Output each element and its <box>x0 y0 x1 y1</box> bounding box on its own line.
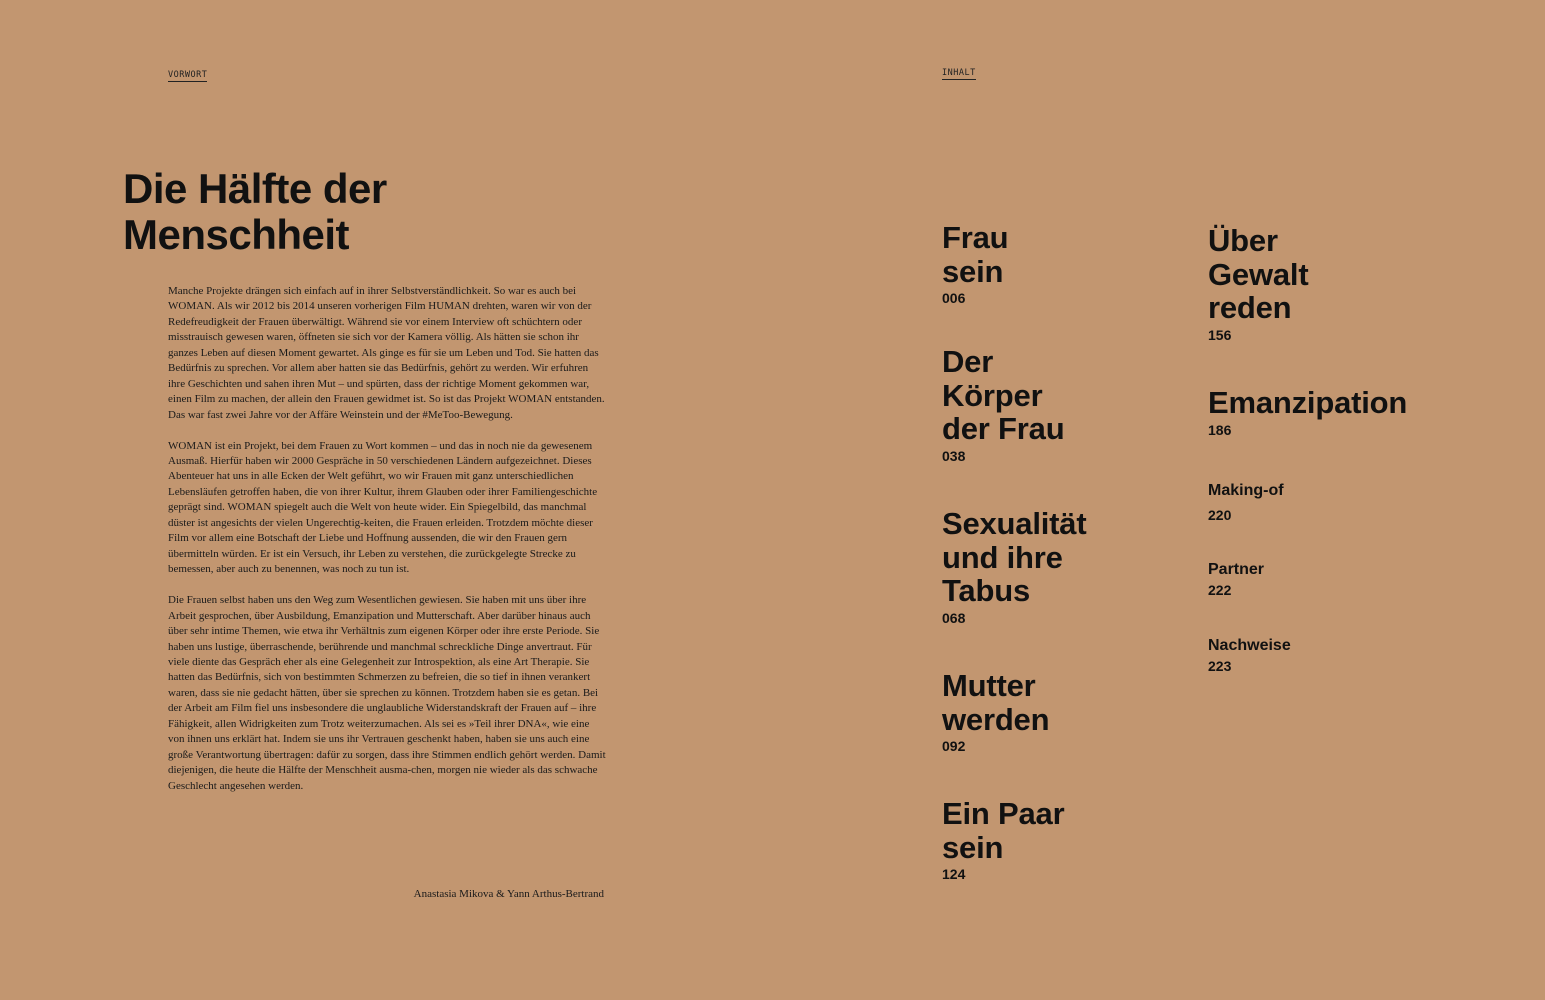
toc-entry-title: Sexualität und ihre Tabus <box>942 506 1087 608</box>
toc-entry-title: Der Körper der Frau <box>942 344 1065 446</box>
toc-entry-page: 223 <box>1208 658 1232 674</box>
toc-entry-title: Frau sein <box>942 220 1009 289</box>
toc-entry-title: Making-of <box>1208 482 1284 499</box>
page-title: Die Hälfte der Menschheit <box>123 165 387 258</box>
toc-entry-page: 092 <box>942 738 966 754</box>
toc-entry-page: 124 <box>942 866 966 882</box>
section-label-inhalt: INHALT <box>942 68 976 78</box>
toc-entry-title: Nachweise <box>1208 637 1291 654</box>
toc-entry[interactable] <box>942 507 1086 626</box>
toc-entry-page: 220 <box>1208 507 1232 523</box>
toc-entry-page: 156 <box>1208 326 1232 343</box>
toc-entry-page: 186 <box>1208 421 1232 438</box>
toc-entry-page: 068 <box>942 609 966 626</box>
toc-entry-title: Über Gewalt reden <box>1208 223 1309 325</box>
section-label-vorwort: VORWORT <box>168 70 208 80</box>
toc-entry-page: 038 <box>942 447 966 464</box>
paragraph: Manche Projekte drängen sich einfach auf in ihrer Selbstverständlichkeit. So war es auch bei WOMAN. Als wir 2012 bis 2014 unseren vorherigen Film HUMAN drehten, waren wir von der Redefreudigkeit der Frauen überwältigt. Während sie vor einem Interview oft schüchtern oder misstrauisch gewesen waren, öffneten sie sich vor der Kamera völlig. Als hätten sie schon ihr ganzes Leben auf diesen Moment gewartet. Als ginge es für sie um Leben und Tod. Sie hatten das Bedürfnis zu sprechen. Vor allem aber hatten sie das Bedürfnis, gehört zu werden. Wir erfuhren ihre Geschichten und sahen ihren Mut – und spürten, dass der richtige Moment gekommen war, einen Film zu machen, der allein den Frauen gewidmet ist. So ist das Projekt WOMAN entstanden. Das war fast zwei Jahre vor der Affäre Weinstein und der #MeToo-Bewegung. <box>168 285 605 421</box>
toc-entry[interactable] <box>942 797 1064 882</box>
toc-entry[interactable] <box>1208 561 1264 598</box>
paragraph: WOMAN ist ein Projekt, bei dem Frauen zu Wort kommen – und das in noch nie da gewesenem Ausmaß. Hierfür haben wir 2000 Gespräche in 50 verschiedenen Ländern aufgezeichnet. Dieses Abenteuer hat uns in alle Ecken der Welt geführt, wo wir Frauen mit ganz unterschiedlichen Lebensläufen getroffen haben, die von ihrer Kultur, ihrem Glauben oder ihrer Familiengeschichte geprägt sind. WOMAN spiegelt auch die Welt von heute wider. Ein Spiegelbild, das manchmal düster ist angesichts der vielen Ungerechtig-keiten, die Frauen erleiden. Trotzdem möchte dieser Film vor allem eine Botschaft der Liebe und Hoffnung aussenden, die wir den Frauen gern übermitteln würden. Er ist ein Versuch, ihr Leben zu verstehen, die zurückgelegte Strecke zu bemessen, aber auch zu benennen, was noch zu tun ist. <box>168 439 598 576</box>
toc-entry-page: 222 <box>1208 582 1232 598</box>
signature: Anastasia Mikova & Yann Arthus-Bertrand <box>413 888 604 900</box>
toc-entry[interactable] <box>942 669 1049 754</box>
paragraph: Die Frauen selbst haben uns den Weg zum Wesentlichen gewiesen. Sie haben mit uns über ihre Arbeit gesprochen, über Ausbildung, Emanzipation und Mutterschaft. Aber darüber hinaus auch über sehr intime Themen, wie etwa ihr Verhältnis zum eigenen Körper oder ihre erste Periode. Sie haben uns lustige, überraschende, berührende und manchmal schreckliche Dinge anvertraut. Für viele diente das Gespräch eher als eine Gelegenheit zur Introspektion, als eine Art Therapie. Sie hatten das Bedürfnis, sich von bestimmten Schmerzen zu befreien, die so tief in ihnen verankert waren, dass sie nie gedacht hätten, über sie sprechen zu können. Trotzdem haben sie es getan. Bei der Arbeit am Film fiel uns insbesondere die unglaubliche Widerstandskraft der Frauen auf – ihre Fähigkeit, allen Widrigkeiten zum Trotz weiterzumachen. Als sei es »Teil ihrer DNA«, wie eine von ihnen uns erklärt hat. Indem sie uns ihr Vertrauen geschenkt haben, haben sie uns auch eine große Verantwortung übertragen: dafür zu sorgen, dass ihre Stimmen endlich gehört werden. Damit diejenigen, die heute die Hälfte der Menschheit ausma-chen, morgen nie wieder als das schwache Geschlecht angesehen werden. <box>168 594 606 792</box>
toc-entry[interactable] <box>1208 224 1308 343</box>
toc-entry-title: Emanzipation <box>1208 385 1408 420</box>
toc-entry[interactable] <box>1208 637 1291 674</box>
toc-entry-page: 006 <box>942 290 966 306</box>
toc-entry-title: Ein Paar sein <box>942 796 1065 865</box>
toc-entry[interactable] <box>942 345 1064 464</box>
toc-entry[interactable] <box>942 221 1008 306</box>
toc-entry[interactable] <box>1208 482 1284 523</box>
toc-entry[interactable] <box>1208 386 1407 438</box>
toc-entry-title: Partner <box>1208 561 1265 578</box>
foreword-body <box>168 284 608 810</box>
toc-entry-title: Mutter werden <box>942 668 1050 737</box>
